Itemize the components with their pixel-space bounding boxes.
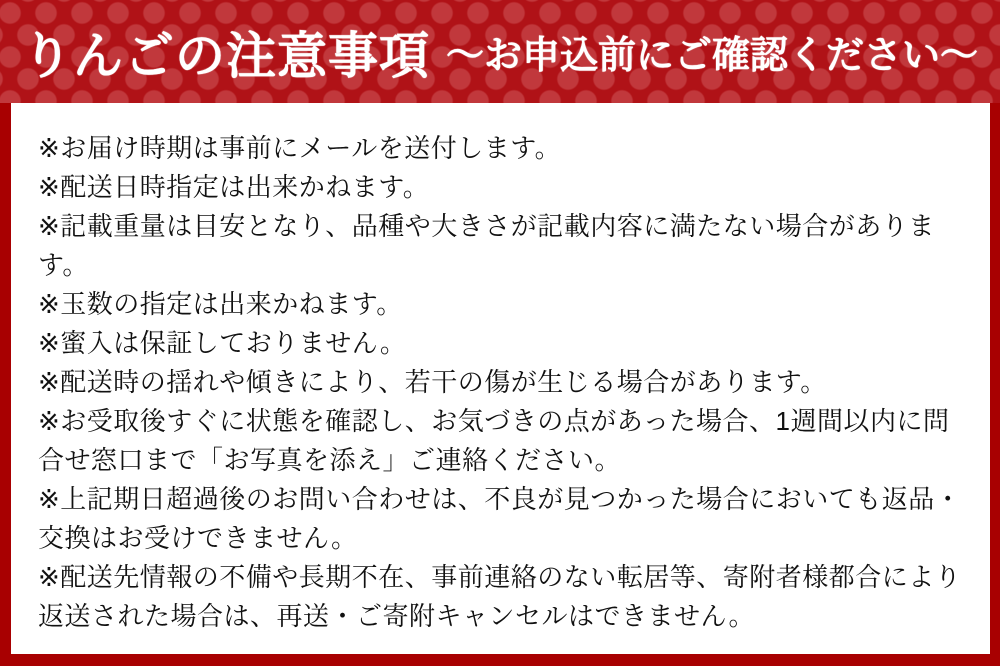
notice-item: ※玉数の指定は出来かねます。 (38, 289, 403, 319)
notice-panel (11, 103, 990, 654)
notice-item: ※お届け時期は事前にメールを送付します。 (38, 133, 562, 163)
notice-item: ※お受取後すぐに状態を確認し、お気づきの点があった場合、1週間以内に問合せ窓口まで「お写真を添え」ご連絡ください。 (38, 406, 950, 475)
notice-item: ※配送日時指定は出来かねます。 (38, 172, 430, 202)
page-subtitle: ～お申込前にご確認ください～ (445, 35, 978, 77)
page-title: りんごの注意事項 (21, 27, 430, 84)
notice-item: ※配送先情報の不備や長期不在、事前連絡のない転居等、寄附者様都合により返送された場合は、再送・ご寄附キャンセルはできません。 (38, 562, 962, 631)
notice-item: ※記載重量は目安となり、品種や大きさが記載内容に満たない場合があります。 (38, 211, 935, 280)
notice-item: ※上記期日超過後のお問い合わせは、不良が見つかった場合においても返品・交換はお受けできません。 (38, 484, 962, 553)
notice-item: ※配送時の揺れや傾きにより、若干の傷が生じる場合があります。 (38, 367, 827, 397)
notice-item: ※蜜入は保証しておりません。 (38, 328, 407, 358)
header-banner (0, 0, 1000, 103)
